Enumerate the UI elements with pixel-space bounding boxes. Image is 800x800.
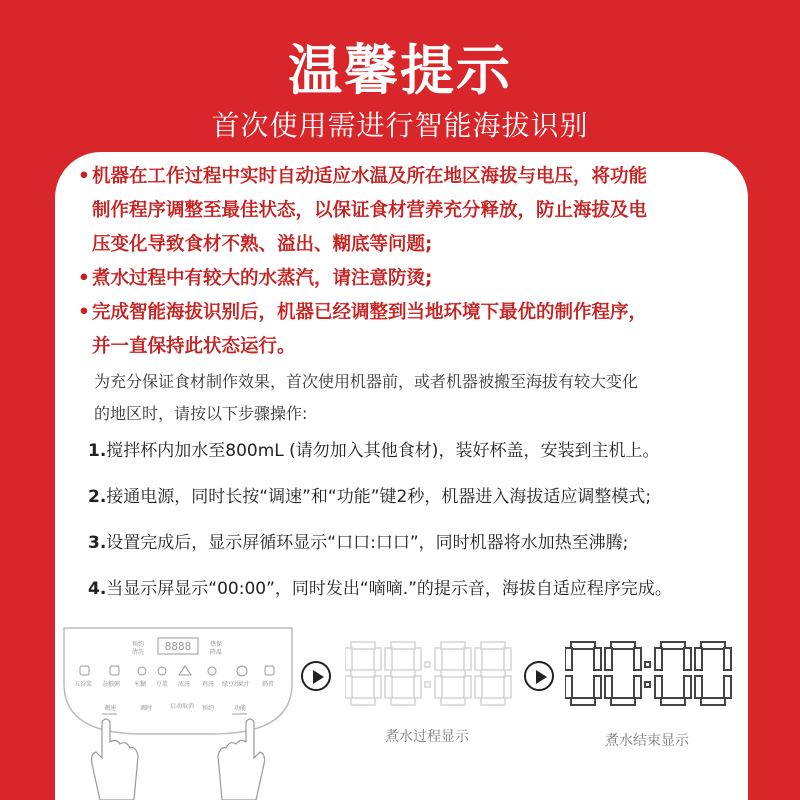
control-panel-illustration: [62, 624, 294, 800]
process-display: [345, 640, 515, 708]
note-line: 完成智能海拔识别后，机器已经调整到当地环境下最优的制作程序，: [92, 302, 648, 323]
notes-section: [78, 160, 728, 430]
note-line: 压变化导致食材不熟、溢出、糊底等问题;: [92, 234, 433, 255]
step-text: 接通电源，同时长按“调速”和“功能”键2秒，机器进入海拔适应调整模式;: [106, 487, 652, 507]
panel-button: 调时: [140, 705, 153, 712]
blank-digit: [475, 642, 511, 705]
step-item: [88, 428, 748, 474]
zero-digit: [565, 642, 601, 705]
note-item: [78, 296, 728, 364]
panel-button: 预约: [202, 705, 215, 712]
note-line: 煮水过程中有较大的水蒸汽，请注意防烫;: [92, 268, 433, 289]
bullet-icon: •: [78, 268, 90, 289]
program-label: 果汁: [238, 681, 251, 688]
blank-digit: [435, 642, 471, 705]
program-label: 豆浆: [156, 681, 169, 688]
step-item: [88, 566, 748, 612]
step-text: 设置完成后，显示屏循环显示“口口:口口”，同时机器将水加热至沸腾;: [106, 533, 629, 553]
step-item: [88, 520, 748, 566]
panel-button: 调速: [104, 705, 117, 712]
step-item: [88, 474, 748, 520]
end-caption: 煮水结束显示: [605, 733, 689, 749]
program-label: 鸡汤: [202, 681, 215, 688]
step-number: 1.: [88, 441, 107, 461]
program-label: 绿豆沙: [222, 681, 241, 688]
page-subtitle: 首次使用需进行智能海拔识别: [211, 109, 589, 142]
zero-digit: [605, 642, 641, 705]
step-number: 2.: [88, 487, 107, 507]
step-text: 当显示屏显示“00:00”，同时发出“嘀嘀.”的提示音，海拔自适应程序完成。: [106, 579, 672, 599]
panel-label: 清洗: [132, 649, 145, 656]
note-line: 并一直保持此状态运行。: [92, 336, 296, 357]
panel-label: 预约: [132, 641, 145, 648]
intro-line: 为充分保证食材制作效果，首次使用机器前，或者机器被搬至海拔有较大变化: [94, 372, 639, 391]
bullet-icon: •: [78, 166, 90, 187]
blank-digit: [385, 642, 421, 705]
bullet-icon: •: [78, 302, 90, 323]
program-label: 米糊: [134, 681, 147, 688]
step-number: 3.: [88, 533, 107, 553]
end-display: [565, 640, 735, 708]
steps-list: [88, 428, 748, 612]
intro-paragraph: [94, 366, 728, 430]
step-text: 搅拌杯内加水至800mL (请勿加入其他食材)，装好杯盖，安装到主机上。: [106, 441, 660, 461]
intro-line: 的地区时，请按以下步骤操作:: [94, 404, 308, 423]
note-line: 机器在工作过程中实时自动适应水温及所在地区海拔与电压，将功能: [92, 166, 648, 187]
arrow-right-icon: [524, 661, 554, 691]
program-label: 杂粮粥: [102, 681, 121, 688]
program-label: 浓汤: [178, 681, 191, 688]
note-item: [78, 262, 728, 296]
zero-digit: [655, 642, 691, 705]
page-title: 温馨提示: [288, 39, 512, 102]
panel-label: 降温: [210, 649, 223, 656]
panel-label: 热保: [210, 641, 223, 648]
note-line: 制作程序调整至最佳状态，以保证食材营养充分释放，防止海拔及电: [92, 200, 648, 221]
panel-button: 启动取消: [170, 703, 195, 710]
program-label: 奶昔: [262, 681, 275, 688]
process-caption: 煮水过程显示: [385, 729, 469, 745]
zero-digit: [695, 642, 731, 705]
blank-digit: [345, 642, 381, 705]
note-item: [78, 160, 728, 262]
arrow-right-icon: [301, 661, 331, 691]
end-display-value: 00:00: [565, 640, 568, 641]
program-label: 五谷浆: [74, 681, 93, 688]
panel-button: 功能: [234, 705, 247, 712]
panel-screen: 8888: [164, 640, 192, 653]
step-number: 4.: [88, 579, 107, 599]
